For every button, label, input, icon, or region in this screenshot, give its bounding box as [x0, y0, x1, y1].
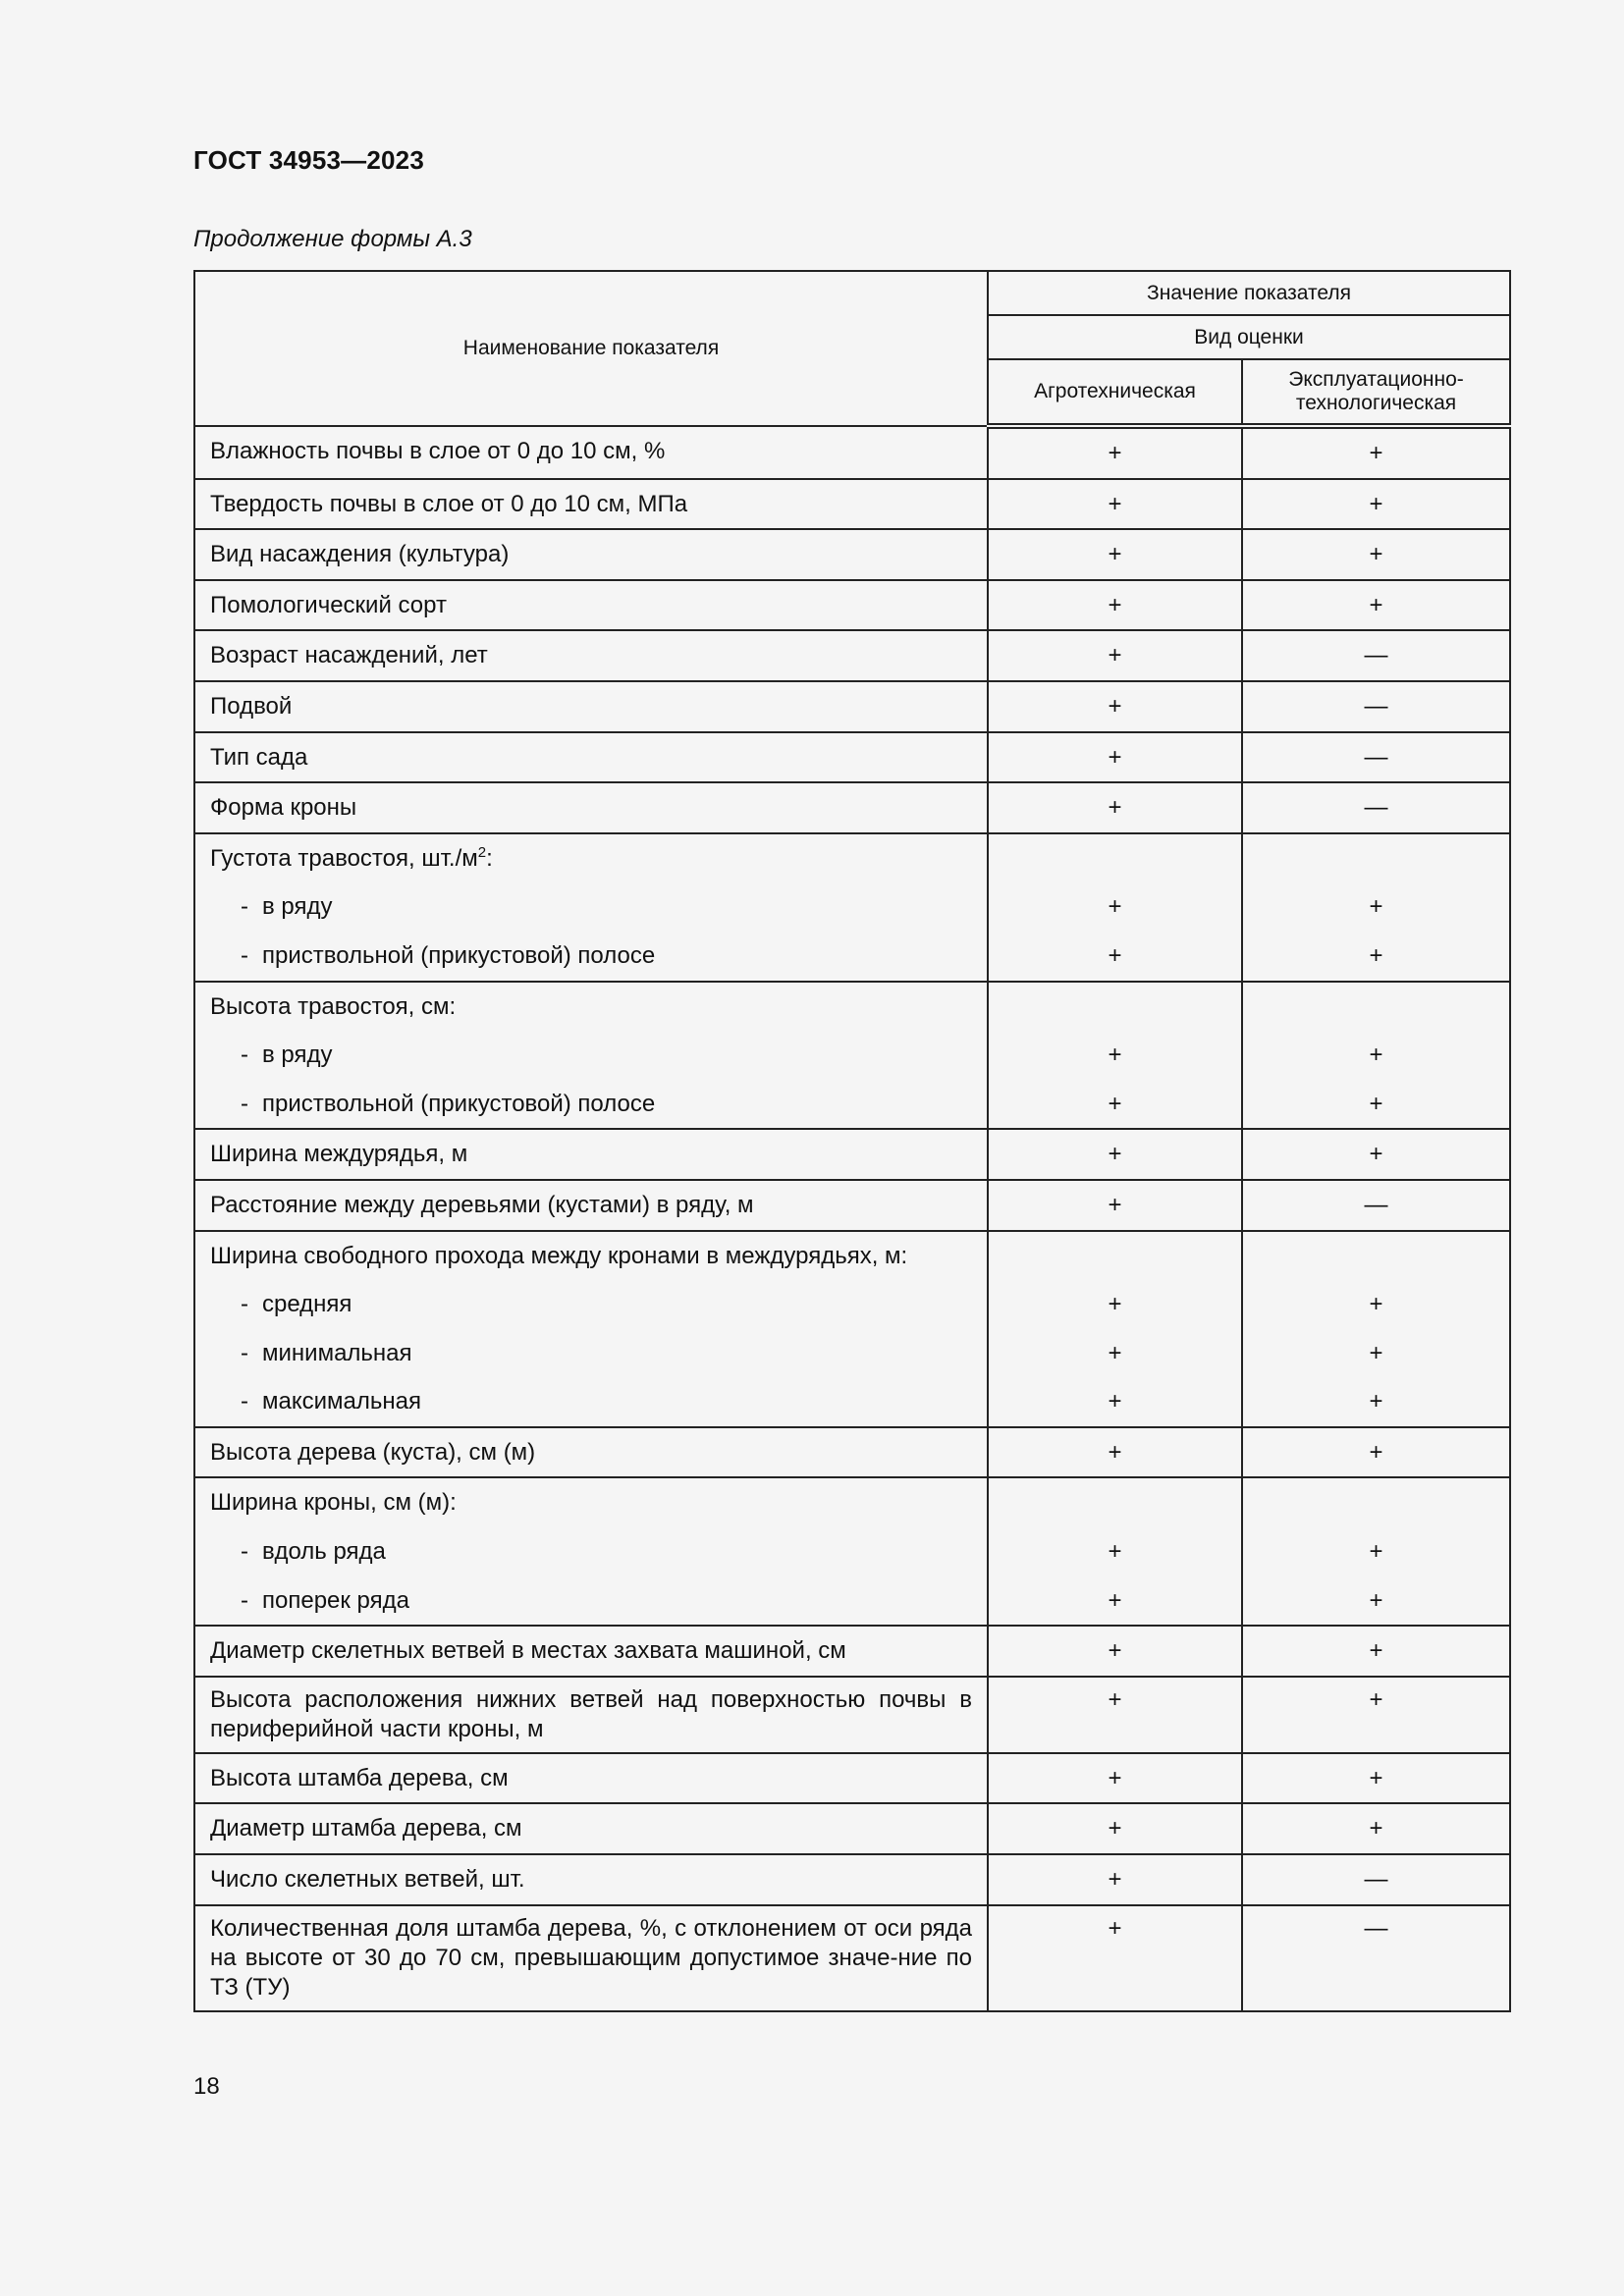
sub-indicator-name: в ряду: [262, 1041, 333, 1069]
operational-mark: +: [1369, 893, 1383, 921]
agrotechnical-mark: +: [1108, 794, 1122, 822]
indicator-name-text: Возраст насаждений, лет: [210, 642, 488, 669]
indicators-table: [193, 270, 1511, 2012]
table-row: [194, 479, 1510, 530]
indicator-name-cell: [194, 1753, 988, 1804]
agrotechnical-cell: [988, 782, 1242, 833]
column-header-evaluation: Вид оценки: [988, 315, 1510, 359]
operational-mark: +: [1369, 1041, 1383, 1069]
indicator-name: [210, 427, 972, 476]
agrotechnical-cell: [988, 1803, 1242, 1854]
agrotechnical-mark: +: [1108, 1538, 1122, 1566]
indicator-name-text: Тип сада: [210, 743, 308, 771]
operational-mark: +: [1369, 541, 1383, 568]
column-header-operational-line2: технологическая: [1295, 392, 1457, 414]
agrotechnical-mark: +: [1108, 1090, 1122, 1117]
agrotechnical-mark: +: [1108, 692, 1122, 720]
sub-indicator: [210, 1576, 972, 1626]
agrotechnical-mark: +: [1108, 1388, 1122, 1415]
agrotechnical-mark: +: [1108, 591, 1122, 618]
operational-cell: [1242, 1905, 1510, 2011]
operational-mark: +: [1369, 1764, 1383, 1791]
operational-mark: —: [1364, 743, 1388, 771]
operational-cell: [1242, 732, 1510, 783]
indicator-name-text: Ширина кроны, см (м):: [210, 1489, 457, 1517]
table-row: [194, 1231, 1510, 1427]
indicator-name-text: Число скелетных ветвей, шт.: [210, 1866, 525, 1894]
agrotechnical-cell: [988, 529, 1242, 580]
agrotechnical-mark: +: [1108, 1815, 1122, 1842]
table-caption: Продолжение формы А.3: [193, 226, 472, 252]
indicator-name-cell: [194, 1231, 988, 1427]
empty-mark: [1243, 983, 1509, 1032]
indicator-name-cell: [194, 1626, 988, 1677]
operational-cell: [1242, 580, 1510, 631]
agrotechnical-cell: [988, 630, 1242, 681]
indicator-name-cell: [194, 1427, 988, 1478]
empty-mark: [1243, 1478, 1509, 1527]
table-row: [194, 833, 1510, 982]
indicator-name: [210, 581, 972, 630]
sub-indicator: [210, 1329, 972, 1378]
agrotechnical-mark: +: [1108, 1191, 1122, 1218]
operational-mark: —: [1364, 642, 1388, 669]
table-row: [194, 630, 1510, 681]
indicator-name-cell: [194, 782, 988, 833]
indicator-name-text: Высота расположения нижних ветвей над поверхностью почвы в периферийной части кроны, м: [210, 1685, 972, 1742]
agrotechnical-mark: +: [1108, 1685, 1122, 1713]
indicator-name-cell: [194, 1477, 988, 1626]
table-row: [194, 1129, 1510, 1180]
operational-cell: [1242, 1803, 1510, 1854]
indicator-name-text: Вид насаждения (культура): [210, 541, 510, 568]
agrotechnical-cell: [988, 1180, 1242, 1231]
operational-mark: +: [1369, 591, 1383, 618]
agrotechnical-cell: [988, 1753, 1242, 1804]
agrotechnical-mark: +: [1108, 1339, 1122, 1366]
operational-cell: [1242, 1626, 1510, 1677]
sub-indicator: [210, 1377, 972, 1426]
indicator-name: [210, 480, 972, 529]
agrotechnical-mark: +: [1108, 1291, 1122, 1318]
column-header-agrotechnical: Агротехническая: [988, 359, 1242, 426]
sub-indicator-name: приствольной (прикустовой) полосе: [262, 1090, 656, 1117]
indicator-name: [210, 1232, 972, 1281]
column-header-operational: [1242, 359, 1510, 426]
agrotechnical-mark: +: [1108, 440, 1122, 466]
name-suffix: :: [486, 844, 493, 872]
operational-mark: —: [1364, 1191, 1388, 1218]
indicator-name-cell: [194, 1180, 988, 1231]
agrotechnical-mark: +: [1108, 1041, 1122, 1069]
indicator-name-cell: [194, 1854, 988, 1905]
table-row: [194, 1626, 1510, 1677]
operational-mark: +: [1369, 1538, 1383, 1566]
empty-mark: [989, 834, 1241, 883]
agrotechnical-cell: [988, 580, 1242, 631]
table-row: [194, 1427, 1510, 1478]
table-row: [194, 580, 1510, 631]
empty-mark: [989, 1478, 1241, 1527]
operational-mark: —: [1364, 1914, 1388, 1942]
table-row: [194, 982, 1510, 1130]
list-dash: -: [241, 1041, 248, 1069]
sub-indicator: [210, 1280, 972, 1329]
indicator-name-cell: [194, 681, 988, 732]
agrotechnical-mark: +: [1108, 1914, 1122, 1942]
indicator-name: [210, 1627, 972, 1676]
agrotechnical-cell: [988, 1677, 1242, 1753]
table-row: [194, 782, 1510, 833]
column-header-name: Наименование показателя: [194, 271, 988, 426]
agrotechnical-cell: [988, 1427, 1242, 1478]
agrotechnical-cell: [988, 1477, 1242, 1626]
indicator-name-cell: [194, 1129, 988, 1180]
sub-indicator-name: максимальная: [262, 1388, 421, 1415]
list-dash: -: [241, 1090, 248, 1117]
empty-mark: [1243, 834, 1509, 883]
sub-indicator: [210, 1080, 972, 1129]
operational-cell: [1242, 982, 1510, 1130]
operational-mark: +: [1369, 1637, 1383, 1665]
empty-mark: [1243, 1232, 1509, 1281]
indicator-name-text: Влажность почвы в слое от 0 до 10 см, %: [210, 438, 666, 464]
document-title: ГОСТ 34953—2023: [193, 145, 424, 175]
indicator-name: [210, 530, 972, 579]
agrotechnical-mark: +: [1108, 1764, 1122, 1791]
operational-mark: +: [1369, 1291, 1383, 1318]
agrotechnical-cell: [988, 1854, 1242, 1905]
indicator-name-cell: [194, 479, 988, 530]
indicator-name-cell: [194, 833, 988, 982]
indicator-name: [210, 1678, 972, 1752]
sub-indicator-name: поперек ряда: [262, 1586, 409, 1614]
sub-indicator-name: в ряду: [262, 893, 333, 921]
sub-indicator: [210, 1527, 972, 1576]
indicator-name: [210, 983, 972, 1032]
indicator-name-cell: [194, 1803, 988, 1854]
list-dash: -: [241, 893, 248, 921]
operational-cell: [1242, 681, 1510, 732]
operational-cell: [1242, 833, 1510, 982]
agrotechnical-cell: [988, 833, 1242, 982]
agrotechnical-cell: [988, 1231, 1242, 1427]
indicator-name: [210, 783, 972, 832]
operational-cell: [1242, 426, 1510, 479]
table-row: [194, 426, 1510, 479]
indicator-name-cell: [194, 1905, 988, 2011]
operational-cell: [1242, 1854, 1510, 1905]
indicator-name: [210, 682, 972, 731]
indicator-name-text: Твердость почвы в слое от 0 до 10 см, МПа: [210, 490, 688, 517]
indicator-name-text: Помологический сорт: [210, 591, 447, 618]
indicator-name: [210, 1181, 972, 1230]
agrotechnical-cell: [988, 1905, 1242, 2011]
indicator-name-text: Ширина междурядья, м: [210, 1141, 468, 1168]
sub-indicator-name: средняя: [262, 1291, 352, 1318]
operational-cell: [1242, 479, 1510, 530]
indicator-name: [210, 1804, 972, 1853]
indicator-name-text: Расстояние между деревьями (кустами) в ряду, м: [210, 1191, 754, 1218]
operational-cell: [1242, 1180, 1510, 1231]
operational-cell: [1242, 1677, 1510, 1753]
operational-cell: [1242, 1477, 1510, 1626]
indicator-name: [210, 834, 972, 883]
operational-mark: +: [1369, 941, 1383, 969]
agrotechnical-mark: +: [1108, 1141, 1122, 1168]
indicator-name-text: Высота травостоя, см:: [210, 992, 457, 1020]
operational-mark: —: [1364, 1866, 1388, 1894]
list-dash: -: [241, 941, 248, 969]
agrotechnical-cell: [988, 479, 1242, 530]
list-dash: -: [241, 1538, 248, 1566]
agrotechnical-cell: [988, 732, 1242, 783]
indicator-name-cell: [194, 1677, 988, 1753]
agrotechnical-mark: +: [1108, 642, 1122, 669]
sub-indicator: [210, 932, 972, 981]
column-header-value: Значение показателя: [988, 271, 1510, 315]
operational-cell: [1242, 782, 1510, 833]
indicator-name: [210, 1130, 972, 1179]
sub-indicator-name: вдоль ряда: [262, 1538, 386, 1566]
operational-mark: —: [1364, 794, 1388, 822]
operational-mark: +: [1369, 1438, 1383, 1466]
agrotechnical-mark: +: [1108, 893, 1122, 921]
agrotechnical-cell: [988, 681, 1242, 732]
operational-mark: +: [1369, 1815, 1383, 1842]
agrotechnical-cell: [988, 982, 1242, 1130]
agrotechnical-cell: [988, 426, 1242, 479]
table-row: [194, 529, 1510, 580]
operational-mark: +: [1369, 1339, 1383, 1366]
operational-cell: [1242, 1231, 1510, 1427]
table-row: [194, 1803, 1510, 1854]
sub-indicator: [210, 1031, 972, 1080]
sub-indicator-name: приствольной (прикустовой) полосе: [262, 941, 656, 969]
operational-cell: [1242, 1427, 1510, 1478]
indicator-name-text: Подвой: [210, 692, 293, 720]
indicator-name: [210, 1478, 972, 1527]
agrotechnical-mark: +: [1108, 1586, 1122, 1614]
indicator-name-cell: [194, 630, 988, 681]
indicator-name-text: Высота штамба дерева, см: [210, 1764, 509, 1791]
table-row: [194, 732, 1510, 783]
table-row: [194, 1905, 1510, 2011]
indicator-name-cell: [194, 529, 988, 580]
agrotechnical-mark: +: [1108, 1438, 1122, 1466]
agrotechnical-mark: +: [1108, 541, 1122, 568]
operational-mark: +: [1369, 490, 1383, 517]
column-header-operational-line1: Эксплуатационно-: [1288, 368, 1464, 391]
indicator-name: [210, 1906, 972, 2010]
table-row: [194, 681, 1510, 732]
table-row: [194, 1854, 1510, 1905]
list-dash: -: [241, 1388, 248, 1415]
empty-mark: [989, 983, 1241, 1032]
operational-mark: +: [1369, 1685, 1383, 1713]
operational-mark: +: [1369, 1090, 1383, 1117]
operational-mark: +: [1369, 1586, 1383, 1614]
indicator-name: [210, 631, 972, 680]
indicator-name: [210, 1428, 972, 1477]
operational-mark: +: [1369, 1141, 1383, 1168]
table-row: [194, 1677, 1510, 1753]
empty-mark: [989, 1232, 1241, 1281]
agrotechnical-cell: [988, 1129, 1242, 1180]
indicator-name-text: Количественная доля штамба дерева, %, с отклонением от оси ряда на высоте от 30 до 70 см, превышающим допустимое значе-ние по ТЗ (ТУ): [210, 1914, 972, 2001]
page-number: 18: [193, 2073, 220, 2100]
table-row: [194, 1180, 1510, 1231]
operational-cell: [1242, 529, 1510, 580]
operational-mark: +: [1369, 1388, 1383, 1415]
list-dash: -: [241, 1339, 248, 1366]
superscript: 2: [477, 843, 487, 861]
operational-cell: [1242, 1753, 1510, 1804]
indicator-name-text: Ширина свободного прохода между кронами в междурядьях, м:: [210, 1242, 908, 1269]
operational-mark: +: [1369, 440, 1383, 466]
list-dash: -: [241, 1586, 248, 1614]
list-dash: -: [241, 1291, 248, 1318]
indicator-name-text: Диаметр скелетных ветвей в местах захвата машиной, см: [210, 1637, 846, 1665]
indicator-name-cell: [194, 426, 988, 479]
operational-cell: [1242, 630, 1510, 681]
agrotechnical-mark: +: [1108, 1637, 1122, 1665]
indicator-name-cell: [194, 732, 988, 783]
indicator-name-text: Диаметр штамба дерева, см: [210, 1815, 522, 1842]
indicator-name-text: Густота травостоя, шт./м: [210, 844, 478, 872]
table-row: [194, 1477, 1510, 1626]
agrotechnical-mark: +: [1108, 941, 1122, 969]
agrotechnical-mark: +: [1108, 743, 1122, 771]
table-row: [194, 1753, 1510, 1804]
indicator-name: [210, 1754, 972, 1803]
indicator-name: [210, 1855, 972, 1904]
operational-mark: —: [1364, 692, 1388, 720]
sub-indicator: [210, 882, 972, 932]
indicator-name: [210, 733, 972, 782]
agrotechnical-mark: +: [1108, 490, 1122, 517]
indicator-name-text: Высота дерева (куста), см (м): [210, 1438, 536, 1466]
agrotechnical-cell: [988, 1626, 1242, 1677]
operational-cell: [1242, 1129, 1510, 1180]
indicator-name-cell: [194, 580, 988, 631]
agrotechnical-mark: +: [1108, 1866, 1122, 1894]
indicator-name-text: Форма кроны: [210, 794, 357, 822]
indicator-name-cell: [194, 982, 988, 1130]
sub-indicator-name: минимальная: [262, 1339, 412, 1366]
